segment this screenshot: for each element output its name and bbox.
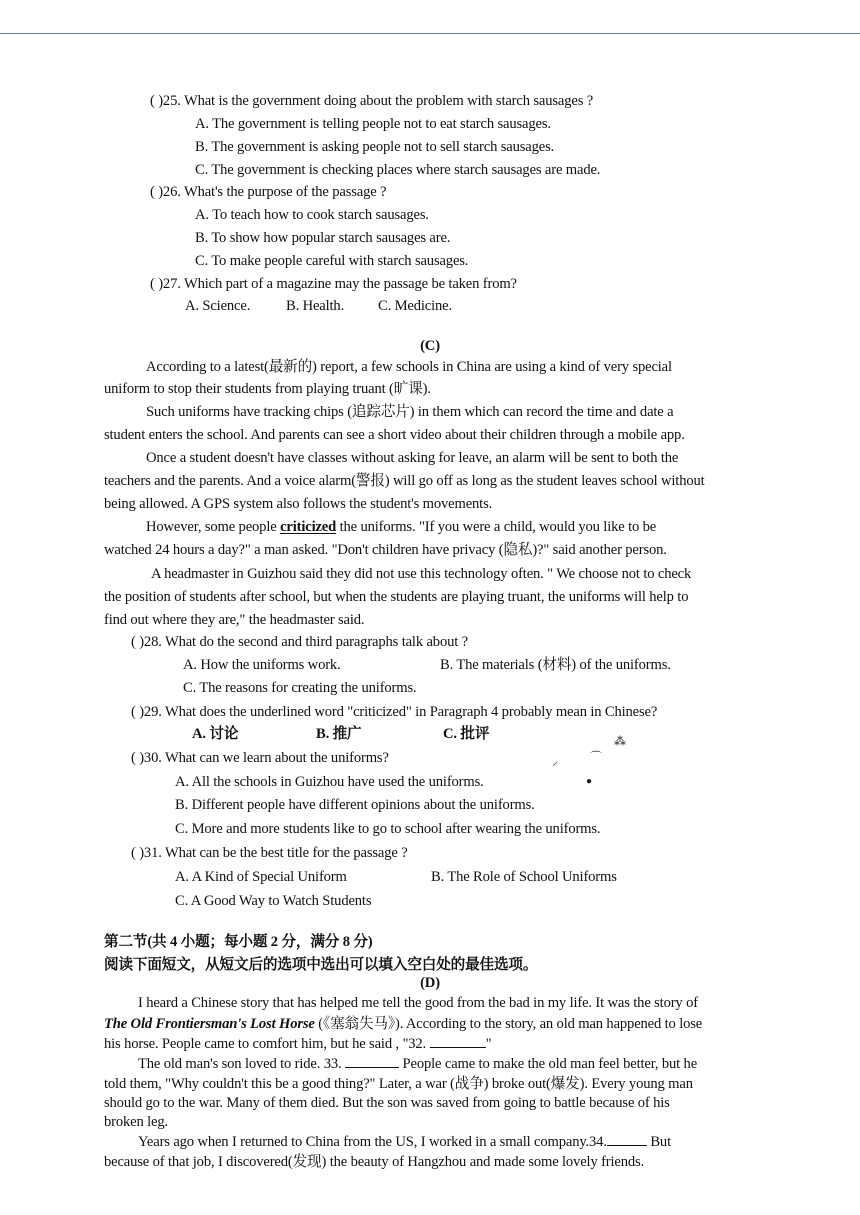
passage-c-p2-line1: Such uniforms have tracking chips (追踪芯片) in them which can record the time and date a bbox=[146, 404, 674, 420]
question-30-option-a: A. All the schools in Guizhou have used the uniforms. bbox=[175, 774, 484, 790]
passage-c-p1-line1: According to a latest(最新的) report, a few schools in China are using a kind of very special bbox=[146, 359, 672, 375]
question-31-option-a: A. A Kind of Special Uniform bbox=[175, 869, 347, 885]
passage-d-line8 bbox=[138, 1132, 671, 1152]
passage-d-line3-quote: " bbox=[485, 1036, 492, 1052]
question-30-option-b: B. Different people have different opinions about the uniforms. bbox=[175, 797, 535, 813]
question-30-stem: ( )30. What can we learn about the uniforms? bbox=[131, 750, 389, 766]
question-29-stem: ( )29. What does the underlined word "criticized" in Paragraph 4 probably mean in Chinese? bbox=[131, 704, 658, 720]
underlined-word-criticized: criticized bbox=[280, 519, 337, 535]
passage-c-p4-text-b: the uniforms. "If you were a child, would you like to be bbox=[336, 519, 657, 535]
passage-c-p3-line1: Once a student doesn't have classes without asking for leave, an alarm will be sent to both the bbox=[146, 450, 679, 466]
passage-c-title: (C) bbox=[420, 338, 440, 354]
passage-d-line8-rest: But bbox=[646, 1134, 671, 1150]
question-28-option-b: B. The materials (材料) of the uniforms. bbox=[440, 657, 671, 673]
section-2-instruction: 阅读下面短文，从短文后的选项中选出可以填入空白处的最佳选项。 bbox=[104, 957, 538, 973]
question-26-option-a: A. To teach how to cook starch sausages. bbox=[195, 207, 429, 223]
passage-c-p1-line2: uniform to stop their students from playing truant (旷课). bbox=[104, 381, 431, 397]
question-25-option-b: B. The government is asking people not to sell starch sausages. bbox=[195, 139, 555, 155]
stray-ink-dot: ● bbox=[586, 776, 593, 787]
page-top-border bbox=[0, 33, 860, 34]
passage-c-p2-line2: student enters the school. And parents can see a short video about their children through a mobile app. bbox=[104, 427, 685, 443]
question-27-option-a: A. Science. bbox=[185, 298, 251, 314]
question-27-option-b: B. Health. bbox=[286, 298, 345, 314]
question-25-option-c: C. The government is checking places where starch sausages are made. bbox=[195, 162, 601, 178]
question-28-option-c: C. The reasons for creating the uniforms. bbox=[183, 680, 417, 696]
passage-d-line1: I heard a Chinese story that has helped me tell the good from the bad in my life. It was the story of bbox=[138, 995, 698, 1011]
question-31-stem: ( )31. What can be the best title for the passage ? bbox=[131, 845, 408, 861]
passage-d-line6: should go to the war. Many of them died. But the son was saved from going to battle because of his bbox=[104, 1095, 670, 1111]
passage-d-line2 bbox=[104, 1014, 702, 1034]
question-26-option-c: C. To make people careful with starch sausages. bbox=[195, 253, 469, 269]
question-25-option-a: A. The government is telling people not to eat starch sausages. bbox=[195, 116, 551, 132]
stray-ink-mark: ⸝ bbox=[552, 754, 559, 768]
question-30-option-c: C. More and more students like to go to school after wearing the uniforms. bbox=[175, 821, 601, 837]
passage-d-line7: broken leg. bbox=[104, 1114, 169, 1130]
question-27-option-c: C. Medicine. bbox=[378, 298, 452, 314]
blank-32 bbox=[430, 1035, 486, 1048]
passage-c-p5-line3: find out where they are," the headmaster said. bbox=[104, 612, 365, 628]
passage-c-p4-text-a: However, some people bbox=[146, 519, 281, 535]
question-26-stem: ( )26. What's the purpose of the passage ? bbox=[150, 184, 387, 200]
stray-ink-mark: ⌒ bbox=[590, 750, 603, 764]
passage-c-p4-line2: watched 24 hours a day?" a man asked. "Don't children have privacy (隐私)?" said another person. bbox=[104, 542, 667, 558]
passage-c-p3-line2: teachers and the parents. And a voice alarm(警报) will go off as long as the student leaves school without bbox=[104, 473, 705, 489]
passage-c-p4-line1 bbox=[146, 517, 656, 537]
stray-ink-mark: ⁂ bbox=[614, 734, 626, 748]
question-28-option-a: A. How the uniforms work. bbox=[183, 657, 341, 673]
passage-c-p3-line3: being allowed. A GPS system also follows the student's movements. bbox=[104, 496, 493, 512]
passage-d-line9: because of that job, I discovered(发现) the beauty of Hangzhou and made some lovely friends. bbox=[104, 1154, 645, 1170]
story-title: The Old Frontiersman's Lost Horse bbox=[104, 1016, 315, 1032]
question-28-stem: ( )28. What do the second and third paragraphs talk about ? bbox=[131, 634, 468, 650]
passage-d-line3-text: his horse. People came to comfort him, but he said , "32. bbox=[104, 1036, 430, 1052]
passage-d-line4 bbox=[138, 1054, 697, 1074]
question-29-option-c: C. 批评 bbox=[443, 726, 490, 742]
section-2-heading: 第二节(共 4 小题；每小题 2 分，满分 8 分) bbox=[104, 934, 373, 950]
passage-d-line4-rest: People came to make the old man feel better, but he bbox=[399, 1056, 698, 1072]
passage-d-title: (D) bbox=[420, 975, 440, 991]
question-29-option-a: A. 讨论 bbox=[192, 726, 239, 742]
question-31-option-b: B. The Role of School Uniforms bbox=[431, 869, 617, 885]
question-25-stem: ( )25. What is the government doing about the problem with starch sausages ? bbox=[150, 93, 594, 109]
question-31-option-c: C. A Good Way to Watch Students bbox=[175, 893, 372, 909]
passage-d-line2-rest: (《塞翁失马》). According to the story, an old man happened to lose bbox=[314, 1016, 703, 1032]
blank-33 bbox=[345, 1055, 399, 1068]
passage-d-line4-text: The old man's son loved to ride. 33. bbox=[138, 1056, 346, 1072]
passage-d-line5: told them, "Why couldn't this be a good thing?" Later, a war (战争) broke out(爆发). Every young man bbox=[104, 1076, 693, 1092]
question-29-option-b: B. 推广 bbox=[316, 726, 362, 742]
passage-c-p5-line1: A headmaster in Guizhou said they did not use this technology often. " We choose not to check bbox=[151, 566, 692, 582]
passage-d-line3 bbox=[104, 1034, 491, 1054]
passage-d-line8-text: Years ago when I returned to China from the US, I worked in a small company.34. bbox=[138, 1134, 607, 1150]
passage-c-p5-line2: the position of students after school, but when the students are playing truant, the uniforms will help to bbox=[104, 589, 689, 605]
question-27-stem: ( )27. Which part of a magazine may the passage be taken from? bbox=[150, 276, 517, 292]
question-26-option-b: B. To show how popular starch sausages are. bbox=[195, 230, 451, 246]
blank-34 bbox=[607, 1133, 647, 1146]
